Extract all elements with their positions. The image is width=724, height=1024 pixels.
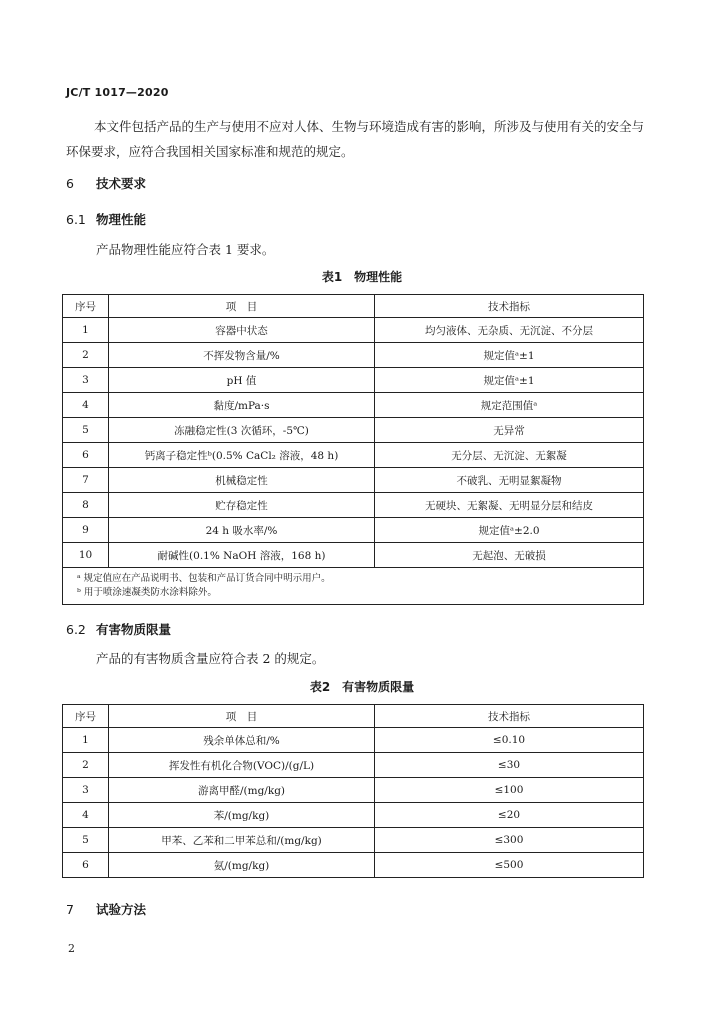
table-note-row	[63, 568, 644, 605]
page-number: 2	[68, 942, 75, 955]
section-number: 6.1	[66, 212, 86, 227]
section-title: 物理性能	[96, 212, 147, 227]
table-row	[63, 418, 644, 443]
cell-item: 机械稳定性	[109, 468, 375, 493]
cell-spec: ≤20	[375, 803, 644, 828]
cell-item: pH 值	[109, 368, 375, 393]
section-6-2-text: 产品的有害物质含量应符合表 2 的规定。	[96, 651, 325, 666]
cell-item: 24 h 吸水率/%	[109, 518, 375, 543]
cell-index: 6	[63, 853, 109, 878]
cell-index: 2	[63, 753, 109, 778]
cell-spec: ≤0.10	[375, 728, 644, 753]
col-header-index: 序号	[63, 295, 109, 318]
table-row	[63, 443, 644, 468]
col-header-spec: 技术指标	[375, 295, 644, 318]
cell-spec: 规定值ᵃ±1	[375, 343, 644, 368]
section-number: 7	[66, 902, 74, 917]
section-6-1-text: 产品物理性能应符合表 1 要求。	[96, 242, 275, 257]
cell-item: 容器中状态	[109, 318, 375, 343]
cell-item: 氨/(mg/kg)	[109, 853, 375, 878]
table-row	[63, 393, 644, 418]
table-row	[63, 543, 644, 568]
col-header-index: 序号	[63, 705, 109, 728]
table-note	[63, 568, 644, 605]
cell-spec: 规定范围值ᵃ	[375, 393, 644, 418]
table-row	[63, 493, 644, 518]
cell-index: 2	[63, 343, 109, 368]
cell-index: 3	[63, 368, 109, 393]
table1-caption: 表1 物理性能	[321, 270, 403, 284]
cell-index: 1	[63, 318, 109, 343]
cell-spec: ≤30	[375, 753, 644, 778]
cell-item: 耐碱性(0.1% NaOH 溶液，168 h)	[109, 543, 375, 568]
cell-item: 甲苯、乙苯和二甲苯总和/(mg/kg)	[109, 828, 375, 853]
table-row	[63, 728, 644, 753]
section-7-heading	[66, 900, 146, 918]
cell-index: 10	[63, 543, 109, 568]
cell-spec: 无分层、无沉淀、无絮凝	[375, 443, 644, 468]
cell-index: 5	[63, 828, 109, 853]
cell-spec: 规定值ᵃ±2.0	[375, 518, 644, 543]
section-title: 有害物质限量	[96, 622, 172, 637]
cell-item: 游离甲醛/(mg/kg)	[109, 778, 375, 803]
cell-item: 钙离子稳定性ᵇ(0.5% CaCl₂ 溶液，48 h)	[109, 443, 375, 468]
cell-spec: 均匀液体、无杂质、无沉淀、不分层	[375, 318, 644, 343]
section-6-2-heading	[66, 620, 171, 638]
cell-spec: ≤500	[375, 853, 644, 878]
cell-spec: 无异常	[375, 418, 644, 443]
col-header-spec: 技术指标	[375, 705, 644, 728]
intro-paragraph: 本文件包括产品的生产与使用不应对人体、生物与环境造成有害的影响，所涉及与使用有关的安全与环保要求，应符合我国相关国家标准和规范的规定。	[66, 119, 645, 159]
cell-item: 贮存稳定性	[109, 493, 375, 518]
cell-spec: ≤100	[375, 778, 644, 803]
section-6-heading	[66, 174, 146, 192]
cell-item: 黏度/mPa·s	[109, 393, 375, 418]
cell-item: 不挥发物含量/%	[109, 343, 375, 368]
section-number: 6	[66, 176, 74, 191]
cell-spec: 无硬块、无絮凝、无明显分层和结皮	[375, 493, 644, 518]
cell-spec: ≤300	[375, 828, 644, 853]
cell-index: 7	[63, 468, 109, 493]
section-6-1-heading	[66, 210, 146, 228]
table-header-row	[63, 705, 644, 728]
section-title: 技术要求	[96, 176, 147, 191]
table2	[62, 704, 644, 878]
table-row	[63, 518, 644, 543]
cell-item: 挥发性有机化合物(VOC)/(g/L)	[109, 753, 375, 778]
table-row	[63, 368, 644, 393]
section-title: 试验方法	[96, 902, 147, 917]
cell-item: 苯/(mg/kg)	[109, 803, 375, 828]
table-row	[63, 318, 644, 343]
cell-index: 4	[63, 803, 109, 828]
table-row	[63, 853, 644, 878]
cell-index: 1	[63, 728, 109, 753]
cell-item: 残余单体总和/%	[109, 728, 375, 753]
note-a: ᵃ 规定值应在产品说明书、包装和产品订货合同中明示用户。	[77, 573, 331, 584]
cell-spec: 规定值ᵃ±1	[375, 368, 644, 393]
table-row	[63, 828, 644, 853]
section-number: 6.2	[66, 622, 86, 637]
cell-index: 8	[63, 493, 109, 518]
col-header-item: 项 目	[109, 705, 375, 728]
table2-caption: 表2 有害物质限量	[309, 680, 415, 694]
cell-index: 4	[63, 393, 109, 418]
table-header-row	[63, 295, 644, 318]
cell-index: 5	[63, 418, 109, 443]
table-row	[63, 343, 644, 368]
table-row	[63, 803, 644, 828]
note-b: ᵇ 用于喷涂速凝类防水涂料除外。	[77, 587, 217, 598]
cell-spec: 无起泡、无破损	[375, 543, 644, 568]
table1	[62, 294, 644, 605]
cell-index: 9	[63, 518, 109, 543]
cell-index: 3	[63, 778, 109, 803]
table-row	[63, 753, 644, 778]
cell-spec: 不破乳、无明显絮凝物	[375, 468, 644, 493]
standard-code: JC/T 1017—2020	[66, 86, 169, 99]
table-row	[63, 468, 644, 493]
cell-index: 6	[63, 443, 109, 468]
cell-item: 冻融稳定性(3 次循环，-5℃)	[109, 418, 375, 443]
table-row	[63, 778, 644, 803]
col-header-item: 项 目	[109, 295, 375, 318]
